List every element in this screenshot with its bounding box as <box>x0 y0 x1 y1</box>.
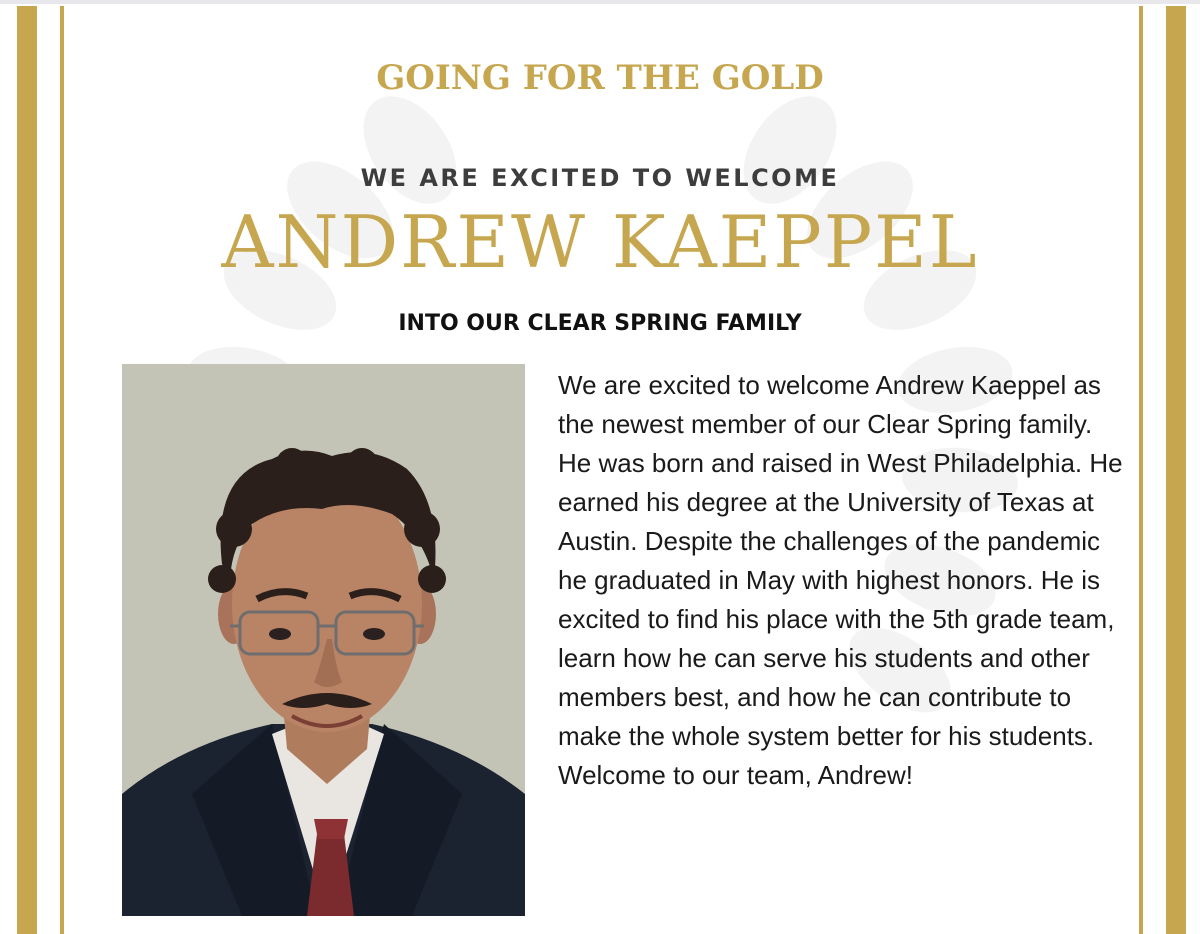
headline: GOING FOR THE GOLD <box>376 58 824 98</box>
bio-paragraph: We are excited to welcome Andrew Kaeppel as the newest member of our Clear Spring family. He was born and raised in West Philadelphia. He earned his degree at the University of Texas at Austin. Despite the challenges of the pandemic he graduated in May with highest honors. He is excited to find his place with the 5th grade team, learn how he can serve his students and other members best, and how he can contribute to make the whole system better for his students. Welcome to our team, Andrew! <box>558 370 1123 790</box>
subhead: INTO OUR CLEAR SPRING FAMILY <box>398 311 802 336</box>
left-gold-border-thick <box>17 6 37 934</box>
right-gold-border-thick <box>1166 6 1186 934</box>
new-member-name: ANDREW KAEPPEL <box>221 200 979 284</box>
top-divider <box>0 0 1200 4</box>
portrait-photo <box>122 364 525 916</box>
welcome-line: WE ARE EXCITED TO WELCOME <box>360 164 840 192</box>
left-gold-border-thin <box>60 6 64 934</box>
right-gold-border-thin <box>1139 6 1143 934</box>
